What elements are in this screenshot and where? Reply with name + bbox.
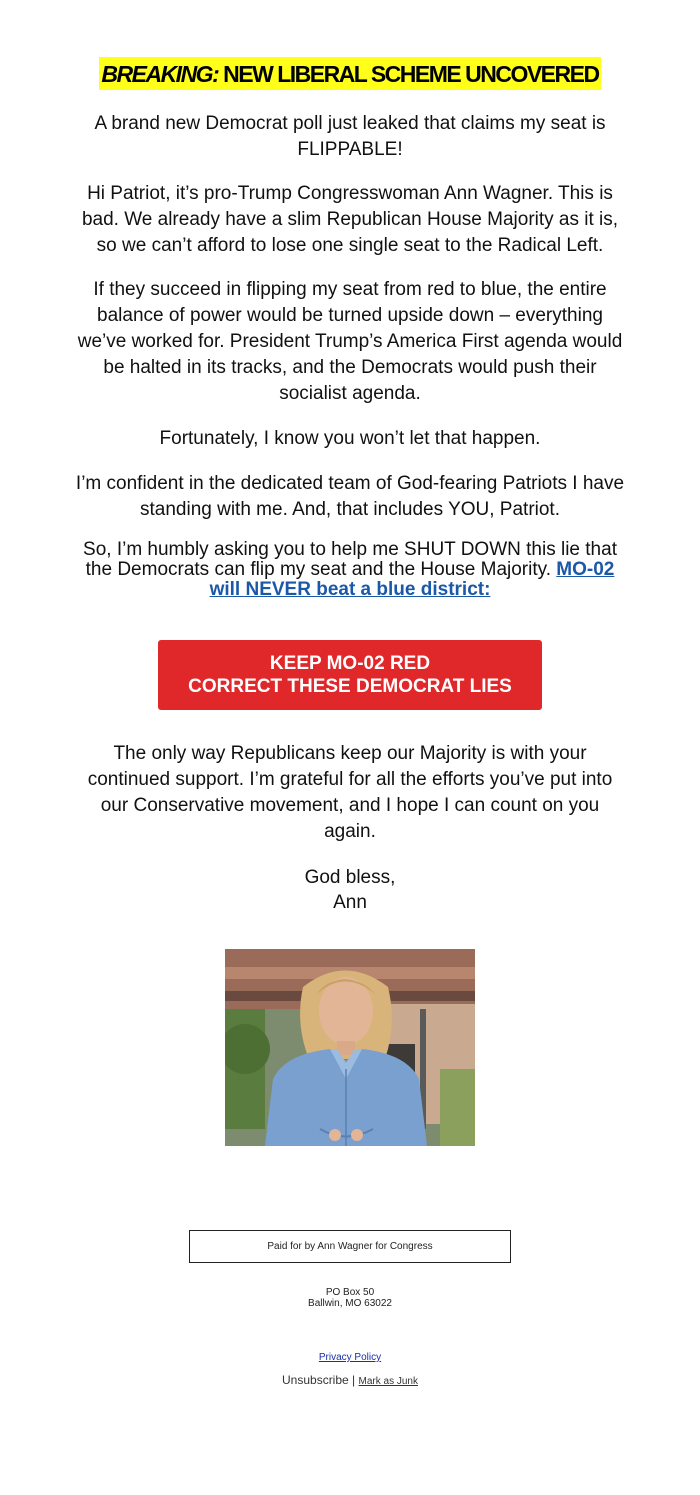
unsubscribe-link[interactable]: Unsubscribe	[282, 1373, 349, 1387]
paragraph-stakes: If they succeed in flipping my seat from red to blue, the entire balance of power would be turned upside down – everything we’ve worked for. President Trump’s America First agenda would be halted in its tracks, and the Democrats would push their socialist agenda.	[77, 279, 623, 404]
address-line2: Ballwin, MO 63022	[308, 1298, 392, 1309]
address-line1: PO Box 50	[325, 1287, 375, 1298]
candidate-photo-image	[225, 949, 475, 1146]
signoff	[75, 865, 625, 915]
privacy-row	[0, 1352, 700, 1363]
district-link[interactable]: MO-02 will NEVER beat a blue district:	[209, 559, 615, 600]
headline	[0, 57, 700, 90]
paragraph-ask	[75, 540, 625, 600]
privacy-policy-link[interactable]: Privacy Policy	[318, 1352, 382, 1363]
signoff-name: Ann	[333, 892, 367, 913]
paid-for-disclaimer: Paid for by Ann Wagner for Congress	[189, 1230, 511, 1263]
mailing-address	[0, 1287, 700, 1309]
footer-separator: |	[352, 1373, 356, 1387]
keep-red-button[interactable]	[158, 640, 542, 710]
paragraph-intro: A brand new Democrat poll just leaked that claims my seat is FLIPPABLE!	[94, 113, 606, 160]
paragraph-confident: I’m confident in the dedicated team of God-fearing Patriots I have standing with me. And, that includes YOU, Patriot.	[75, 473, 625, 520]
paragraph-fortunately: Fortunately, I know you won’t let that happen.	[159, 428, 541, 449]
candidate-photo	[225, 949, 475, 1146]
headline-prefix: BREAKING:	[101, 61, 219, 87]
paragraph-greeting: Hi Patriot, it’s pro-Trump Congresswoman Ann Wagner. This is bad. We already have a slim Republican House Majority as it is, so we can’t afford to lose one single seat to the Radical Left.	[81, 183, 619, 256]
signoff-line1: God bless,	[304, 867, 396, 888]
unsubscribe-row	[0, 1373, 700, 1387]
keep-red-button-line2: CORRECT THESE DEMOCRAT LIES	[188, 676, 512, 697]
headline-highlight	[99, 57, 600, 90]
mark-as-junk-link[interactable]: Mark as Junk	[358, 1376, 418, 1387]
keep-red-button-line1: KEEP MO-02 RED	[269, 653, 431, 674]
paragraph-ask-text: So, I’m humbly asking you to help me SHUT DOWN this lie that the Democrats can flip my seat and the House Majority.	[83, 539, 617, 580]
headline-text: NEW LIBERAL SCHEME UNCOVERED	[218, 61, 599, 87]
paragraph-support: The only way Republicans keep our Majority is with your continued support. I’m grateful for all the efforts you’ve put into our Conservative movement, and I hope I can count on you again.	[87, 743, 613, 842]
